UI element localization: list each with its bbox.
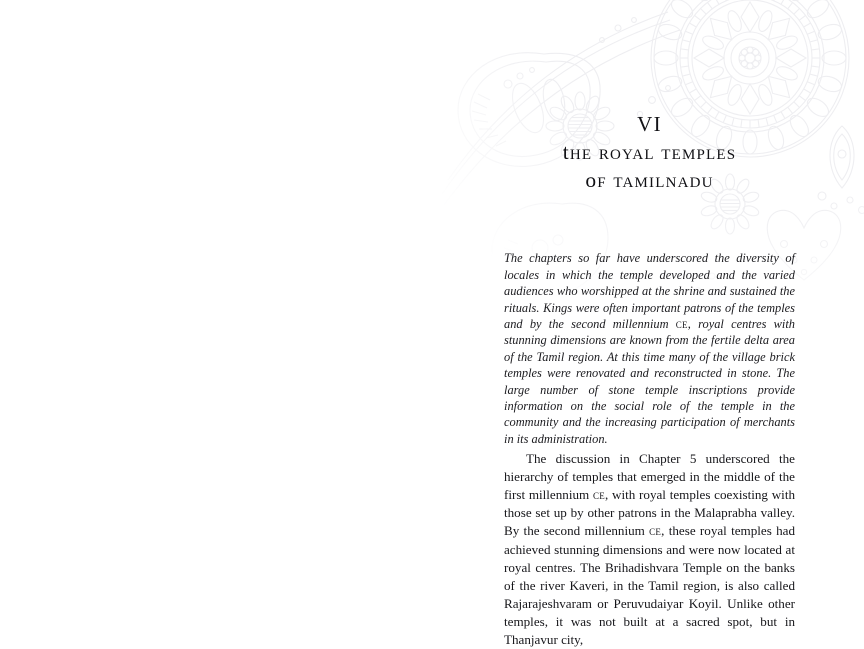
chapter-title-line-1: the royal temples (504, 139, 795, 167)
body-text-part-2: , with royal temples coexisting with those set up by other patrons in the Malaprabha valley. By the second millennium (504, 487, 795, 538)
page-title (504, 139, 795, 194)
chapter-epigraph (504, 250, 795, 447)
chapter-title-line-2: of tamilnadu (504, 167, 795, 195)
epigraph-text-part-2: , royal centres with stunning dimensions are known from the fertile delta area of the Tamil region. At this time many of the village brick temples were renovated and reconstructed in stone. The large number of stone temple inscriptions provide information on the social role of the temple in the community and the increasing participation of merchants in its administration. (504, 317, 795, 446)
chapter-number: VI (504, 112, 795, 136)
body-era-abbreviation-2: ce (649, 523, 661, 538)
body-text-part-3: , these royal temples had achieved stunning dimensions and were now located at royal centres. The Brihadishvara Temple on the banks of the river Kaveri, in the Tamil region, is also called Rajarajeshvaram or Peruvudaiyar Koyil. Unlike other temples, it was not built at a sacred spot, but in Thanjavur city, (504, 523, 795, 647)
epigraph-text-part-1: The chapters so far have underscored the diversity of locales in which the temple developed and the varied audiences who worshipped at the shrine and sustained the rituals. Kings were often important patrons of the temples and by the second millennium (504, 251, 795, 331)
body-paragraph (504, 450, 795, 649)
body-era-abbreviation-1: ce (593, 487, 605, 502)
blank-verso-page (0, 0, 432, 648)
chapter-heading (504, 112, 795, 194)
chapter-opening-page (432, 0, 864, 648)
text-column (504, 0, 795, 648)
body-text-part-1: The discussion in Chapter 5 underscored the hierarchy of temples that emerged in the middle of the first millennium (504, 451, 795, 502)
epigraph-era-abbreviation: ce (676, 317, 688, 331)
